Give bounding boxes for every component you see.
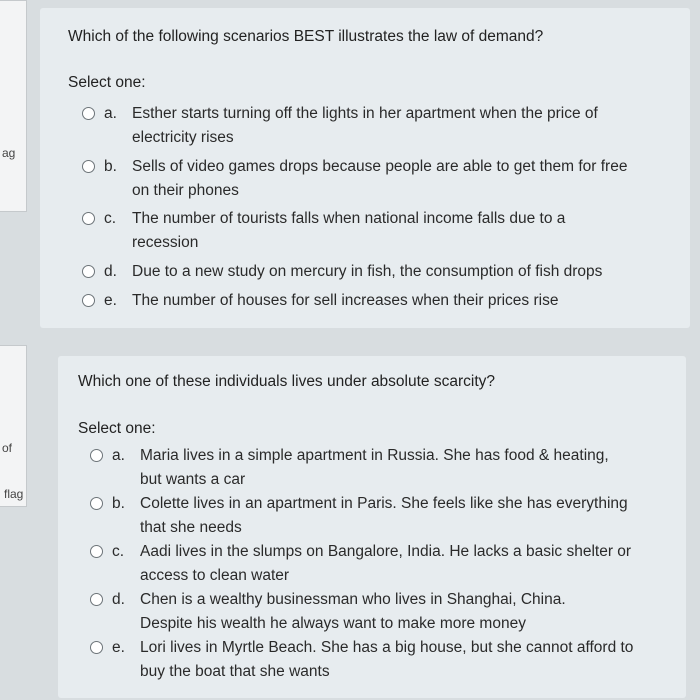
question-text: Which of the following scenarios BEST illustrates the law of demand?	[68, 28, 544, 45]
option-d[interactable]	[82, 260, 682, 284]
option-e[interactable]	[82, 289, 682, 313]
option-text: Chen is a wealthy businessman who lives in Shanghai, China. Despite his wealth he always want to make more money	[140, 591, 566, 632]
option-text: Due to a new study on mercury in fish, the consumption of fish drops	[132, 263, 603, 280]
option-letter: d.	[112, 591, 125, 608]
option-letter: e.	[112, 639, 125, 656]
radio-button[interactable]	[90, 545, 103, 558]
option-b[interactable]	[82, 155, 632, 203]
option-a[interactable]	[90, 444, 630, 492]
option-letter: e.	[104, 292, 117, 309]
option-letter: a.	[112, 447, 125, 464]
select-one-label: Select one:	[68, 74, 146, 91]
radio-button[interactable]	[82, 294, 95, 307]
option-letter: b.	[112, 495, 125, 512]
option-letter: a.	[104, 105, 117, 122]
option-d[interactable]	[90, 588, 620, 636]
radio-button[interactable]	[82, 160, 95, 173]
option-letter: c.	[112, 543, 125, 560]
option-c[interactable]	[82, 207, 602, 255]
sidebar-fragment-flag[interactable]: ag	[2, 146, 16, 160]
question-card-2	[58, 356, 686, 698]
question-card-1	[40, 8, 690, 328]
radio-button[interactable]	[90, 497, 103, 510]
radio-button[interactable]	[82, 265, 95, 278]
question-nav-panel-2	[0, 345, 27, 507]
sidebar-fragment-of: of	[2, 441, 13, 455]
sidebar-flag-question[interactable]: flag	[4, 487, 24, 501]
question-nav-panel-1	[0, 0, 27, 212]
option-text: Maria lives in a simple apartment in Russia. She has food & heating, but wants a car	[140, 447, 609, 488]
option-letter: d.	[104, 263, 117, 280]
option-text: The number of tourists falls when national income falls due to a recession	[132, 210, 566, 251]
radio-button[interactable]	[90, 593, 103, 606]
radio-button[interactable]	[82, 212, 95, 225]
option-text: Colette lives in an apartment in Paris. She feels like she has everything that she needs	[140, 495, 628, 536]
option-letter: b.	[104, 158, 117, 175]
option-letter: c.	[104, 210, 117, 227]
radio-button[interactable]	[90, 641, 103, 654]
option-a[interactable]	[82, 102, 642, 150]
option-text: Aadi lives in the slumps on Bangalore, India. He lacks a basic shelter or access to clean water	[140, 543, 632, 584]
option-e[interactable]	[90, 636, 640, 684]
option-b[interactable]	[90, 492, 650, 540]
radio-button[interactable]	[82, 107, 95, 120]
option-text: Lori lives in Myrtle Beach. She has a big house, but she cannot afford to buy the boat that she wants	[140, 639, 634, 680]
option-c[interactable]	[90, 540, 660, 588]
option-text: The number of houses for sell increases when their prices rise	[132, 292, 559, 309]
question-text: Which one of these individuals lives under absolute scarcity?	[78, 373, 496, 390]
select-one-label: Select one:	[78, 420, 156, 437]
option-text: Esther starts turning off the lights in her apartment when the price of electricity rises	[132, 105, 598, 146]
option-text: Sells of video games drops because people are able to get them for free on their phones	[132, 158, 628, 199]
radio-button[interactable]	[90, 449, 103, 462]
